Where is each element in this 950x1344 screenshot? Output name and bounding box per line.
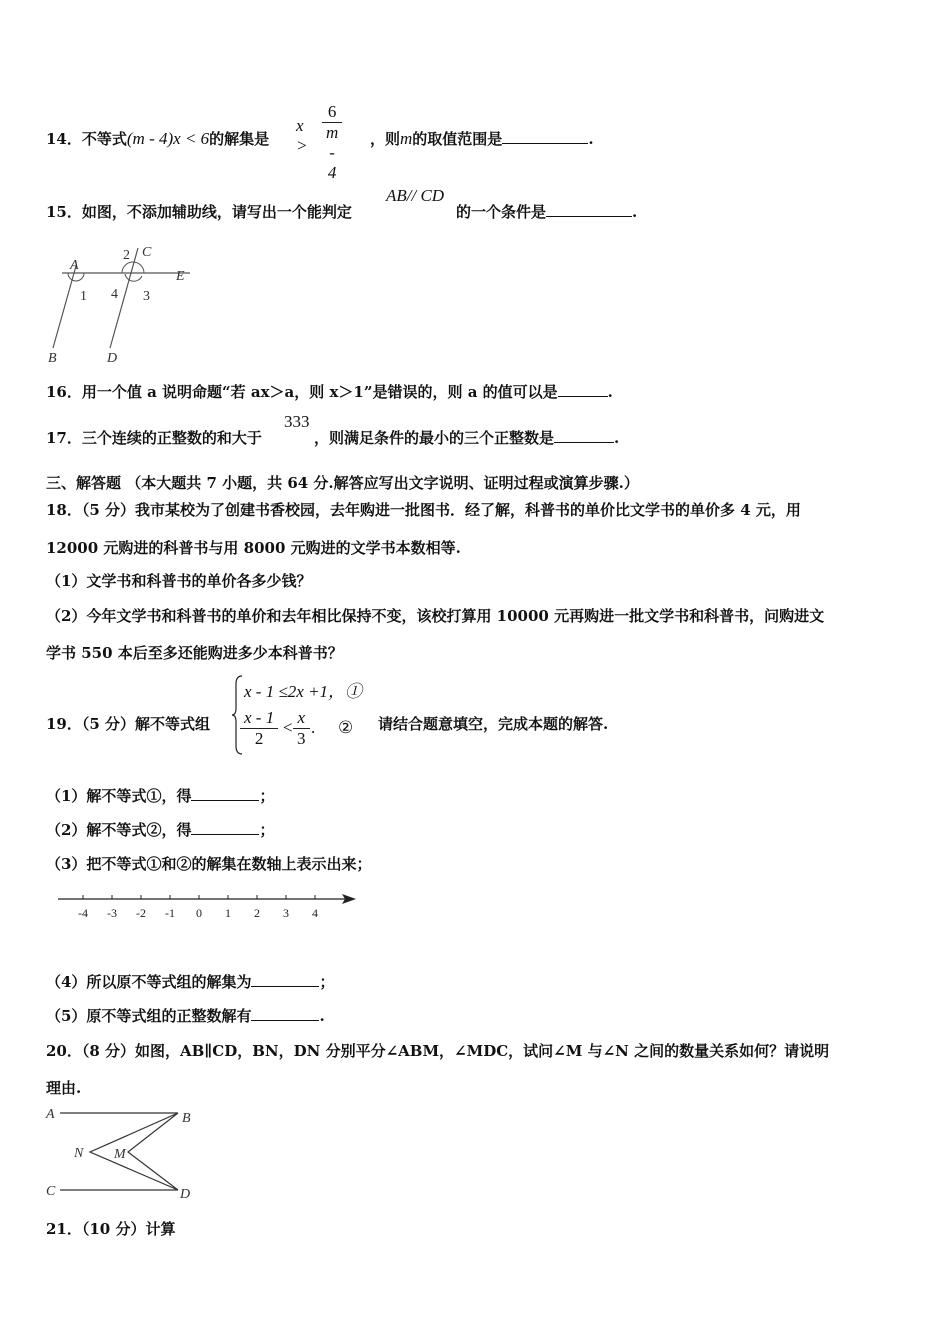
number-line: [50, 885, 360, 925]
q19-sub-2-blank[interactable]: [191, 820, 259, 835]
q20-line-1: 20．（8 分）如图，AB∥CD，BN，DN 分别平分∠ABM，∠MDC，试问∠M 与∠N 之间的数量关系如何？请说明: [46, 1042, 830, 1060]
q17-answer-blank[interactable]: [554, 428, 614, 443]
q19-eq2-period: .: [311, 718, 316, 737]
q14-text-3: ，则: [370, 130, 401, 148]
q19-sub-4-blank[interactable]: [251, 972, 319, 987]
q18-line-1: 18．（5 分）我市某校为了创建书香校园，去年购进一批图书．经了解，科普书的单价比文学书的单价多 4 元，用: [46, 501, 801, 519]
q14-period: .: [588, 130, 594, 148]
question-16: [46, 381, 613, 402]
q15-label-C: C: [142, 245, 152, 260]
q19-eq2-left-fraction: [240, 708, 278, 749]
q17-value: 333: [284, 412, 310, 431]
q19-sub-3: （3）把不等式①和②的解集在数轴上表示出来；: [46, 855, 372, 873]
q19-lead: 19．（5 分）解不等式组: [46, 715, 211, 733]
q18-line-2: 12000 元购进的科普书与用 8000 元购进的文学书本数相等.: [46, 539, 461, 557]
q19-sub-1-blank[interactable]: [191, 786, 259, 801]
q19-sub-4-semicolon: ；: [319, 973, 335, 991]
q20-line-2: 理由.: [46, 1079, 82, 1097]
q14-text-1: 不等式: [81, 130, 127, 148]
q18-sub-2b: 学书 550 本后至多还能购进多少本科普书？: [46, 644, 343, 662]
q14-var-m: m: [400, 129, 413, 148]
q19-eq2-right-denominator: 3: [297, 729, 306, 748]
q19-eq2-left-denominator: 2: [254, 729, 264, 748]
q16-answer-blank[interactable]: [558, 382, 608, 397]
q15-label-A: A: [70, 258, 79, 273]
q14-text-4: 的取值范围是: [412, 130, 503, 148]
q18-sub-2a: （2）今年文学书和科普书的单价和去年相比保持不变，该校打算用 10000 元再购进一批文学书和科普书，问购进文: [46, 607, 825, 625]
q14-answer-blank[interactable]: [502, 129, 588, 144]
q20-label-A: A: [46, 1107, 55, 1122]
number-line-tick-label: 2: [254, 906, 260, 920]
q18-sub-1: （1）文学书和科普书的单价各多少钱？: [46, 572, 312, 590]
number-line-tick-label: -1: [165, 906, 175, 920]
q19-sub-5-blank[interactable]: [251, 1006, 319, 1021]
q20-path-BND: [90, 1113, 178, 1190]
q19-sub-5-period: .: [319, 1007, 325, 1025]
q15-period: .: [632, 203, 638, 221]
q19-eq2-right-numerator: x: [293, 708, 310, 729]
q15-label-D: D: [107, 351, 118, 366]
q15-angle-4: 4: [111, 287, 118, 302]
number-line-tick-label: 1: [225, 906, 231, 920]
q19-sub-5: [46, 1005, 325, 1026]
q19-sub-1-semicolon: ；: [259, 787, 275, 805]
q15-angle-2: 2: [123, 248, 130, 263]
q17-period: .: [614, 429, 620, 447]
q20-figure: [40, 1100, 210, 1206]
q19-sub-1: [46, 785, 274, 806]
number-line-tick-label: 3: [283, 906, 289, 920]
q15-tail: [456, 201, 637, 222]
number-line-tick-label: -2: [136, 906, 146, 920]
q17-tail: [314, 427, 619, 448]
q19-equation-1: x - 1 ≤2x +1，①: [244, 682, 363, 701]
q14-text-2: 的解集是: [209, 130, 270, 148]
section-3-heading: 三、解答题 （本大题共 7 小题，共 64 分.解答应写出文字说明、证明过程或演算步骤.）: [46, 474, 639, 492]
number-line-tick-label: 0: [196, 906, 202, 920]
q15-label-E: E: [176, 269, 185, 284]
q19-inequality-system: [232, 674, 372, 756]
q19-sub-2-text: （2）解不等式②，得: [46, 821, 192, 839]
q14-fraction-numerator: 6: [322, 102, 342, 123]
question-17: [46, 427, 262, 448]
q14-inequality: (m - 4)x < 6: [126, 129, 210, 148]
q19-sub-2: [46, 819, 274, 840]
q19-eq2-right-fraction: [293, 708, 310, 749]
q19-sub-2-semicolon: ；: [259, 821, 275, 839]
number-line-tick-label: -4: [78, 906, 88, 920]
q16-period: .: [607, 383, 613, 401]
q14-number: 14．: [46, 130, 82, 148]
q14-fraction: [322, 102, 342, 183]
q20-label-C: C: [46, 1184, 56, 1199]
q19-less-than: <: [283, 718, 293, 737]
q14-fraction-denominator: m - 4: [326, 123, 339, 182]
q19-sub-4: [46, 971, 334, 992]
q17-text-2: ，则满足条件的最小的三个正整数是: [314, 429, 555, 447]
q20-label-M: M: [114, 1147, 126, 1162]
q20-label-N: N: [74, 1146, 84, 1161]
q15-figure: [40, 238, 210, 370]
q15-line-AB: [53, 266, 76, 348]
q15-angle-arc-1: [68, 273, 84, 281]
q19-sub-4-text: （4）所以原不等式组的解集为: [46, 973, 252, 991]
q20-label-B: B: [182, 1111, 191, 1126]
q15-expression: AB// CD: [386, 186, 445, 205]
q19-sub-5-text: （5）原不等式组的正整数解有: [46, 1007, 252, 1025]
q15-text-1: 如图，不添加辅助线，请写出一个能判定: [81, 203, 352, 221]
q17-text-1: 17．三个连续的正整数的和大于: [46, 429, 262, 447]
q14-tail: [370, 128, 594, 149]
q20-label-D: D: [180, 1187, 191, 1202]
q19-sub-1-text: （1）解不等式①，得: [46, 787, 192, 805]
q19-eq2-left-numerator: x - 1: [240, 708, 278, 729]
q15-label-B: B: [48, 351, 57, 366]
q15-text-2: 的一个条件是: [456, 203, 547, 221]
number-line-tick-label: -3: [107, 906, 117, 920]
q19-circle-2: ②: [338, 718, 354, 737]
q19-trail: 请结合题意填空，完成本题的解答.: [378, 715, 609, 733]
question-21: 21．（10 分）计算: [46, 1220, 176, 1238]
q15-angle-arc-3: [125, 274, 142, 281]
q15-number: 15．: [46, 203, 82, 221]
q15-angle-1: 1: [80, 289, 87, 304]
q14-x-greater: x >: [296, 116, 308, 155]
number-line-tick-label: 4: [312, 906, 318, 920]
q15-answer-blank[interactable]: [546, 202, 632, 217]
question-14: [46, 128, 269, 149]
q16-text: 16．用一个值 a 说明命题“若 ax＞a，则 x＞1”是错误的，则 a 的值可以是: [46, 383, 558, 401]
question-15: [46, 201, 352, 222]
q15-angle-3: 3: [143, 289, 150, 304]
